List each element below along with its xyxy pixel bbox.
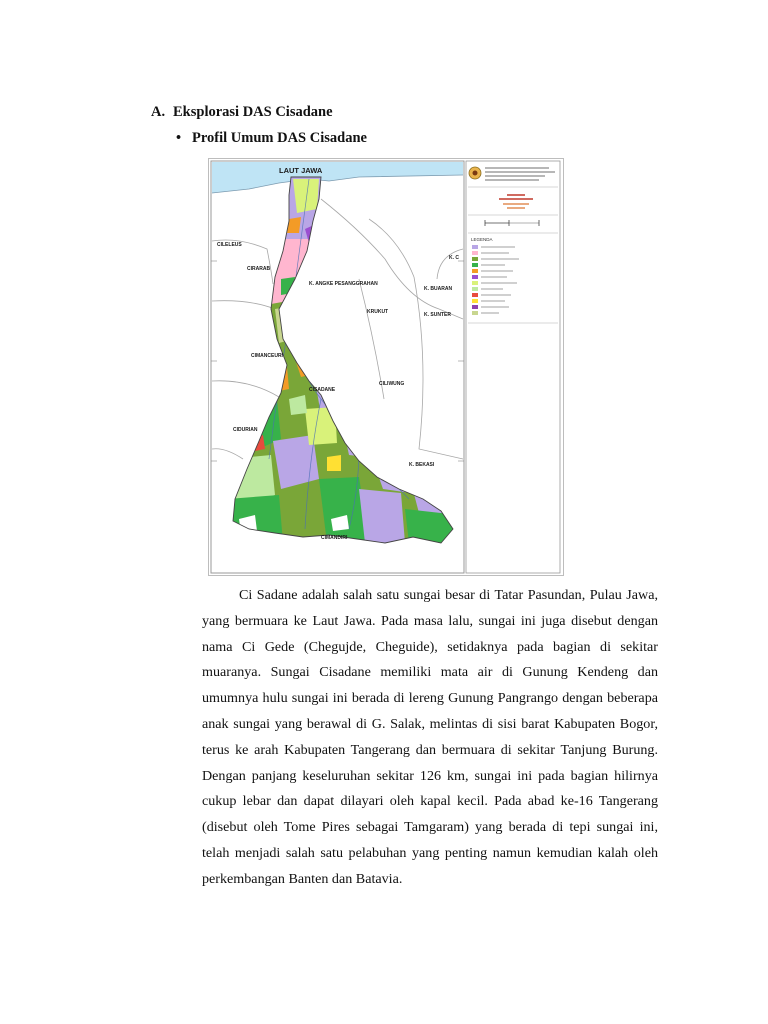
legend-title: LEGENDA bbox=[471, 237, 493, 242]
label-cileleus: CILELEUS bbox=[217, 242, 242, 248]
section-letter: A. bbox=[151, 104, 166, 120]
label-cimandiri: CIMANDIRI bbox=[321, 535, 348, 541]
watershed-map-figure bbox=[208, 158, 564, 576]
subsection-title: Profil Umum DAS Cisadane bbox=[192, 130, 367, 146]
label-cimanceuri: CIMANCEURI bbox=[251, 353, 283, 359]
label-angke: K. ANGKE PESANGGRAHAN bbox=[309, 281, 378, 287]
section-heading bbox=[151, 104, 333, 121]
label-bekasi: K. BEKASI bbox=[409, 462, 435, 468]
body-paragraph: Ci Sadane adalah salah satu sungai besar di Tatar Pasundan, Pulau Jawa, yang bermuara ke Laut Jawa. Pada masa lalu, sungai ini juga disebut dengan nama Ci Gede (Chegujde, Cheguide), setidaknya pada bagian di sekitar muaranya. Sungai Cisadane memiliki mata air di Gunung Kendeng dan umumnya hulu sungai ini berada di lereng Gunung Pangrango dengan beberapa anak sungai yang berawal di G. Salak, melintas di sisi barat Kabupaten Bogor, terus ke arah Kabupaten Tangerang dan bermuara di sekitar Tanjung Burung. Dengan panjang keseluruhan sekitar 126 km, sungai ini pada bagian hilirnya cukup lebar dan dapat dilayari oleh kapal kecil. Pada abad ke-16 Tangerang (disebut oleh Tome Pires sebagai Tamgaram) yang berada di tepi sungai ini, telah menjadi salah satu pelabuhan yang penting namun kemudian kalah oleh perkembangan Banten dan Batavia. bbox=[202, 587, 658, 887]
label-ciliwung: CILIWUNG bbox=[379, 381, 405, 387]
map-legend-panel bbox=[466, 161, 560, 573]
bullet-icon: • bbox=[176, 130, 182, 146]
label-cisadane: CISADANE bbox=[309, 387, 336, 393]
label-buaran: K. BUARAN bbox=[424, 286, 453, 292]
label-k-c: K. C bbox=[449, 255, 459, 261]
watershed-map bbox=[209, 159, 563, 575]
label-krukut: KRUKUT bbox=[367, 309, 389, 315]
label-sunter: K. SUNTER bbox=[424, 312, 451, 318]
subsection-heading bbox=[176, 130, 367, 147]
label-cidurian: CIDURIAN bbox=[233, 427, 258, 433]
sea-label: LAUT JAWA bbox=[279, 166, 323, 175]
label-cirarab: CIRARAB bbox=[247, 266, 271, 272]
section-title: Eksplorasi DAS Cisadane bbox=[173, 104, 333, 120]
